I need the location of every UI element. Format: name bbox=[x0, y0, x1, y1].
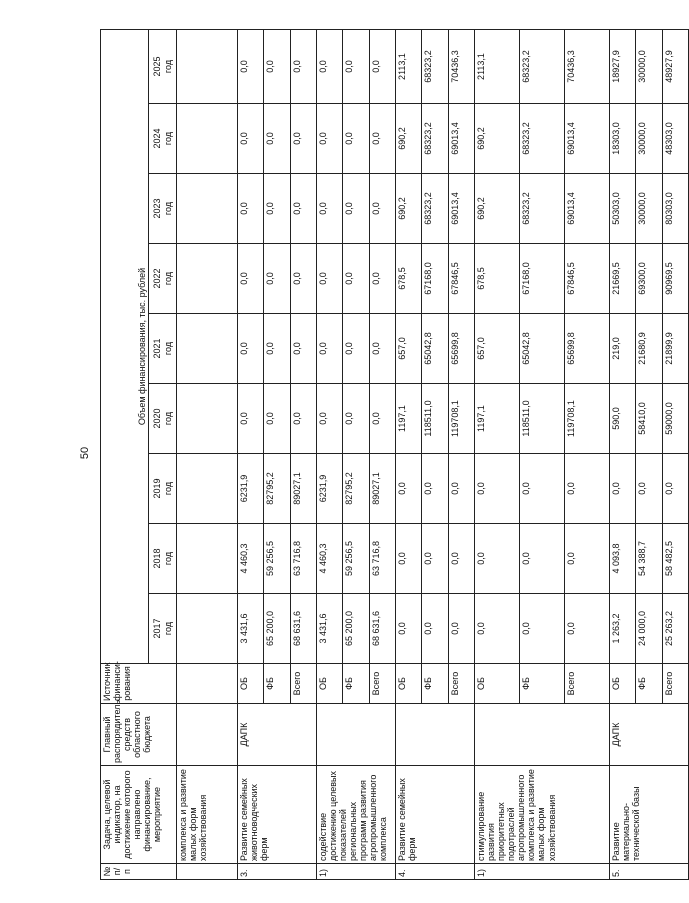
amount-cell: 0,0 bbox=[636, 454, 662, 524]
amount-cell: 4 460,3 bbox=[317, 524, 343, 594]
amount-cell: 21669,5 bbox=[610, 244, 636, 314]
continuation-row bbox=[177, 30, 238, 880]
amount-cell: 0,0 bbox=[422, 454, 448, 524]
amount-cell: 68323,2 bbox=[520, 174, 565, 244]
amount-cell: 0,0 bbox=[264, 174, 290, 244]
amount-cell: 59 256,5 bbox=[264, 524, 290, 594]
funding-source: Всего bbox=[290, 664, 316, 704]
amount-cell: 21680,9 bbox=[636, 314, 662, 384]
amount-cell: 30000,0 bbox=[636, 104, 662, 174]
funding-source: ФБ bbox=[343, 664, 369, 704]
amount-cell: 63 716,8 bbox=[369, 524, 395, 594]
amount-cell: 690,2 bbox=[475, 104, 520, 174]
amount-cell: 48303,0 bbox=[662, 104, 688, 174]
header-year: 2024 год bbox=[149, 104, 177, 174]
header-num: № п/п bbox=[101, 864, 177, 880]
rotated-table-container bbox=[100, 30, 674, 880]
amount-cell: 2113,1 bbox=[396, 30, 422, 104]
amount-cell: 1 263,2 bbox=[610, 594, 636, 664]
amount-cell: 690,2 bbox=[396, 174, 422, 244]
amount-cell: 18303,0 bbox=[610, 104, 636, 174]
budget-manager bbox=[475, 704, 610, 766]
amount-cell: 65042,8 bbox=[422, 314, 448, 384]
amount-cell: 0,0 bbox=[448, 594, 474, 664]
budget-manager bbox=[317, 704, 396, 766]
row-number: 1) bbox=[475, 864, 610, 880]
amount-cell: 0,0 bbox=[317, 384, 343, 454]
funding-source: ОБ bbox=[396, 664, 422, 704]
amount-cell: 18927,9 bbox=[610, 30, 636, 104]
amount-cell: 6231,9 bbox=[317, 454, 343, 524]
amount-cell: 0,0 bbox=[238, 174, 264, 244]
amount-cell: 0,0 bbox=[343, 174, 369, 244]
amount-cell: 65699,8 bbox=[448, 314, 474, 384]
amount-cell: 69300,0 bbox=[636, 244, 662, 314]
amount-cell: 0,0 bbox=[238, 384, 264, 454]
amount-cell: 68 631,6 bbox=[369, 594, 395, 664]
amount-cell: 4 093,8 bbox=[610, 524, 636, 594]
row-number: 4. bbox=[396, 864, 475, 880]
amount-cell: 30000,0 bbox=[636, 30, 662, 104]
amount-cell: 65 200,0 bbox=[264, 594, 290, 664]
header-year: 2018 год bbox=[149, 524, 177, 594]
amount-cell: 68323,2 bbox=[422, 30, 448, 104]
amount-cell: 0,0 bbox=[448, 524, 474, 594]
amount-cell: 68323,2 bbox=[520, 104, 565, 174]
amount-cell: 0,0 bbox=[317, 314, 343, 384]
amount-cell: 0,0 bbox=[317, 30, 343, 104]
amount-cell: 58410,0 bbox=[636, 384, 662, 454]
amount-cell: 50303,0 bbox=[610, 174, 636, 244]
amount-cell: 590,0 bbox=[610, 384, 636, 454]
amount-cell: 0,0 bbox=[520, 524, 565, 594]
amount-cell: 68323,2 bbox=[520, 30, 565, 104]
table-body bbox=[177, 30, 689, 880]
amount-cell: 0,0 bbox=[422, 524, 448, 594]
row-number: 1) bbox=[317, 864, 396, 880]
amount-cell: 89027,1 bbox=[369, 454, 395, 524]
table-row bbox=[475, 30, 520, 880]
amount-cell: 25 263,2 bbox=[662, 594, 688, 664]
amount-cell: 89027,1 bbox=[290, 454, 316, 524]
amount-cell: 67846,5 bbox=[448, 244, 474, 314]
amount-cell: 0,0 bbox=[369, 244, 395, 314]
amount-cell: 0,0 bbox=[317, 244, 343, 314]
amount-cell: 69013,4 bbox=[448, 104, 474, 174]
amount-cell: 70436,3 bbox=[448, 30, 474, 104]
measure-name: содействие достижению целевых показателей региональных программ развития агропромышленного комплекса bbox=[317, 766, 396, 864]
budget-manager: ДАПК bbox=[610, 704, 689, 766]
funding-source: ФБ bbox=[422, 664, 448, 704]
amount-cell: 0,0 bbox=[520, 454, 565, 524]
funding-source: Всего bbox=[369, 664, 395, 704]
header-manager: Главный распорядитель средств областного бюджета bbox=[101, 704, 177, 766]
header-source: Источник финанси-рования bbox=[101, 664, 177, 704]
amount-cell: 65042,8 bbox=[520, 314, 565, 384]
amount-cell: 0,0 bbox=[475, 594, 520, 664]
amount-cell: 0,0 bbox=[396, 594, 422, 664]
funding-source: ОБ bbox=[475, 664, 520, 704]
amount-cell: 69013,4 bbox=[565, 104, 610, 174]
row-number: 3. bbox=[238, 864, 317, 880]
financing-table bbox=[100, 29, 689, 880]
amount-cell: 0,0 bbox=[290, 244, 316, 314]
table-row bbox=[317, 30, 343, 880]
amount-cell: 678,5 bbox=[475, 244, 520, 314]
amount-cell: 0,0 bbox=[290, 30, 316, 104]
amount-cell: 0,0 bbox=[448, 454, 474, 524]
amount-cell: 0,0 bbox=[369, 384, 395, 454]
amount-cell: 59 256,5 bbox=[343, 524, 369, 594]
header-year: 2019 год bbox=[149, 454, 177, 524]
amount-cell: 80303,0 bbox=[662, 174, 688, 244]
amount-cell: 0,0 bbox=[264, 244, 290, 314]
table-row bbox=[396, 30, 422, 880]
amount-cell: 0,0 bbox=[396, 524, 422, 594]
amount-cell: 67846,5 bbox=[565, 244, 610, 314]
amount-cell: 0,0 bbox=[475, 454, 520, 524]
amount-cell: 0,0 bbox=[610, 454, 636, 524]
amount-cell: 0,0 bbox=[369, 174, 395, 244]
amount-cell: 30000,0 bbox=[636, 174, 662, 244]
continuation-text: комплекса и развитие малых форм хозяйствования bbox=[177, 766, 238, 864]
amount-cell: 0,0 bbox=[343, 384, 369, 454]
amount-cell: 690,2 bbox=[396, 104, 422, 174]
header-task: Задача, целевой индикатор, на достижение которого направлено финансирование, мероприятие bbox=[101, 766, 177, 864]
budget-manager bbox=[396, 704, 475, 766]
amount-cell: 67168,0 bbox=[520, 244, 565, 314]
amount-cell: 24 000,0 bbox=[636, 594, 662, 664]
measure-name: стимулирование развития приоритетных подотраслей агропромышленного комплекса и развитие малых форм хозяйствования bbox=[475, 766, 610, 864]
amount-cell: 4 460,3 bbox=[238, 524, 264, 594]
amount-cell: 0,0 bbox=[264, 314, 290, 384]
amount-cell: 0,0 bbox=[475, 524, 520, 594]
amount-cell: 0,0 bbox=[317, 104, 343, 174]
table-row bbox=[238, 30, 264, 880]
amount-cell: 0,0 bbox=[290, 314, 316, 384]
header-year: 2023 год bbox=[149, 174, 177, 244]
funding-source: Всего bbox=[448, 664, 474, 704]
amount-cell: 1197,1 bbox=[396, 384, 422, 454]
amount-cell: 0,0 bbox=[662, 454, 688, 524]
amount-cell: 48927,9 bbox=[662, 30, 688, 104]
amount-cell: 63 716,8 bbox=[290, 524, 316, 594]
funding-source: Всего bbox=[565, 664, 610, 704]
amount-cell: 65 200,0 bbox=[343, 594, 369, 664]
amount-cell: 0,0 bbox=[238, 104, 264, 174]
amount-cell: 21899,9 bbox=[662, 314, 688, 384]
header-year: 2025 год bbox=[149, 30, 177, 104]
amount-cell: 69013,4 bbox=[448, 174, 474, 244]
amount-cell: 219,0 bbox=[610, 314, 636, 384]
amount-cell: 59000,0 bbox=[662, 384, 688, 454]
amount-cell: 0,0 bbox=[565, 524, 610, 594]
amount-cell: 657,0 bbox=[475, 314, 520, 384]
measure-name: Развитие семейных животноводческих ферм bbox=[238, 766, 317, 864]
amount-cell: 0,0 bbox=[264, 104, 290, 174]
amount-cell: 0,0 bbox=[369, 30, 395, 104]
amount-cell: 0,0 bbox=[422, 594, 448, 664]
amount-cell: 0,0 bbox=[369, 314, 395, 384]
amount-cell: 678,5 bbox=[396, 244, 422, 314]
amount-cell: 0,0 bbox=[264, 30, 290, 104]
amount-cell: 0,0 bbox=[317, 174, 343, 244]
amount-cell: 69013,4 bbox=[565, 174, 610, 244]
amount-cell: 0,0 bbox=[520, 594, 565, 664]
funding-source: ФБ bbox=[636, 664, 662, 704]
amount-cell: 3 431,6 bbox=[238, 594, 264, 664]
amount-cell: 0,0 bbox=[290, 384, 316, 454]
amount-cell: 0,0 bbox=[343, 314, 369, 384]
amount-cell: 0,0 bbox=[290, 174, 316, 244]
amount-cell: 82795,2 bbox=[264, 454, 290, 524]
amount-cell: 1197,1 bbox=[475, 384, 520, 454]
funding-source: ФБ bbox=[520, 664, 565, 704]
funding-source: ОБ bbox=[317, 664, 343, 704]
amount-cell: 119708,1 bbox=[565, 384, 610, 454]
amount-cell: 58 482,5 bbox=[662, 524, 688, 594]
amount-cell: 68323,2 bbox=[422, 104, 448, 174]
amount-cell: 0,0 bbox=[369, 104, 395, 174]
amount-cell: 54 388,7 bbox=[636, 524, 662, 594]
amount-cell: 0,0 bbox=[565, 454, 610, 524]
amount-cell: 0,0 bbox=[343, 30, 369, 104]
amount-cell: 68 631,6 bbox=[290, 594, 316, 664]
amount-cell: 2113,1 bbox=[475, 30, 520, 104]
amount-cell: 67168,0 bbox=[422, 244, 448, 314]
header-year: 2022 год bbox=[149, 244, 177, 314]
continuation-num bbox=[177, 864, 238, 880]
funding-source: ОБ bbox=[610, 664, 636, 704]
amount-cell: 82795,2 bbox=[343, 454, 369, 524]
funding-source: Всего bbox=[662, 664, 688, 704]
amount-cell: 0,0 bbox=[264, 384, 290, 454]
amount-cell: 3 431,6 bbox=[317, 594, 343, 664]
measure-name: Развитие семейных ферм bbox=[396, 766, 475, 864]
header-year: 2017 год bbox=[149, 594, 177, 664]
amount-cell: 118511,0 bbox=[422, 384, 448, 454]
header-year: 2020 год bbox=[149, 384, 177, 454]
amount-cell: 68323,2 bbox=[422, 174, 448, 244]
header-year: 2021 год bbox=[149, 314, 177, 384]
amount-cell: 0,0 bbox=[565, 594, 610, 664]
header-volume: Объем финансирования, тыс. рублей bbox=[101, 30, 149, 664]
amount-cell: 0,0 bbox=[343, 244, 369, 314]
amount-cell: 0,0 bbox=[290, 104, 316, 174]
row-number: 5. bbox=[610, 864, 689, 880]
funding-source: ОБ bbox=[238, 664, 264, 704]
amount-cell: 0,0 bbox=[238, 314, 264, 384]
table-row bbox=[610, 30, 636, 880]
amount-cell: 0,0 bbox=[238, 244, 264, 314]
amount-cell: 70436,3 bbox=[565, 30, 610, 104]
amount-cell: 0,0 bbox=[238, 30, 264, 104]
amount-cell: 6231,9 bbox=[238, 454, 264, 524]
amount-cell: 657,0 bbox=[396, 314, 422, 384]
amount-cell: 0,0 bbox=[343, 104, 369, 174]
funding-source: ФБ bbox=[264, 664, 290, 704]
amount-cell: 90969,5 bbox=[662, 244, 688, 314]
amount-cell: 0,0 bbox=[396, 454, 422, 524]
amount-cell: 690,2 bbox=[475, 174, 520, 244]
measure-name: Развитие материально-технической базы bbox=[610, 766, 689, 864]
amount-cell: 118511,0 bbox=[520, 384, 565, 454]
amount-cell: 65699,8 bbox=[565, 314, 610, 384]
page-number: 50 bbox=[79, 446, 91, 460]
amount-cell: 119708,1 bbox=[448, 384, 474, 454]
budget-manager: ДАПК bbox=[238, 704, 317, 766]
